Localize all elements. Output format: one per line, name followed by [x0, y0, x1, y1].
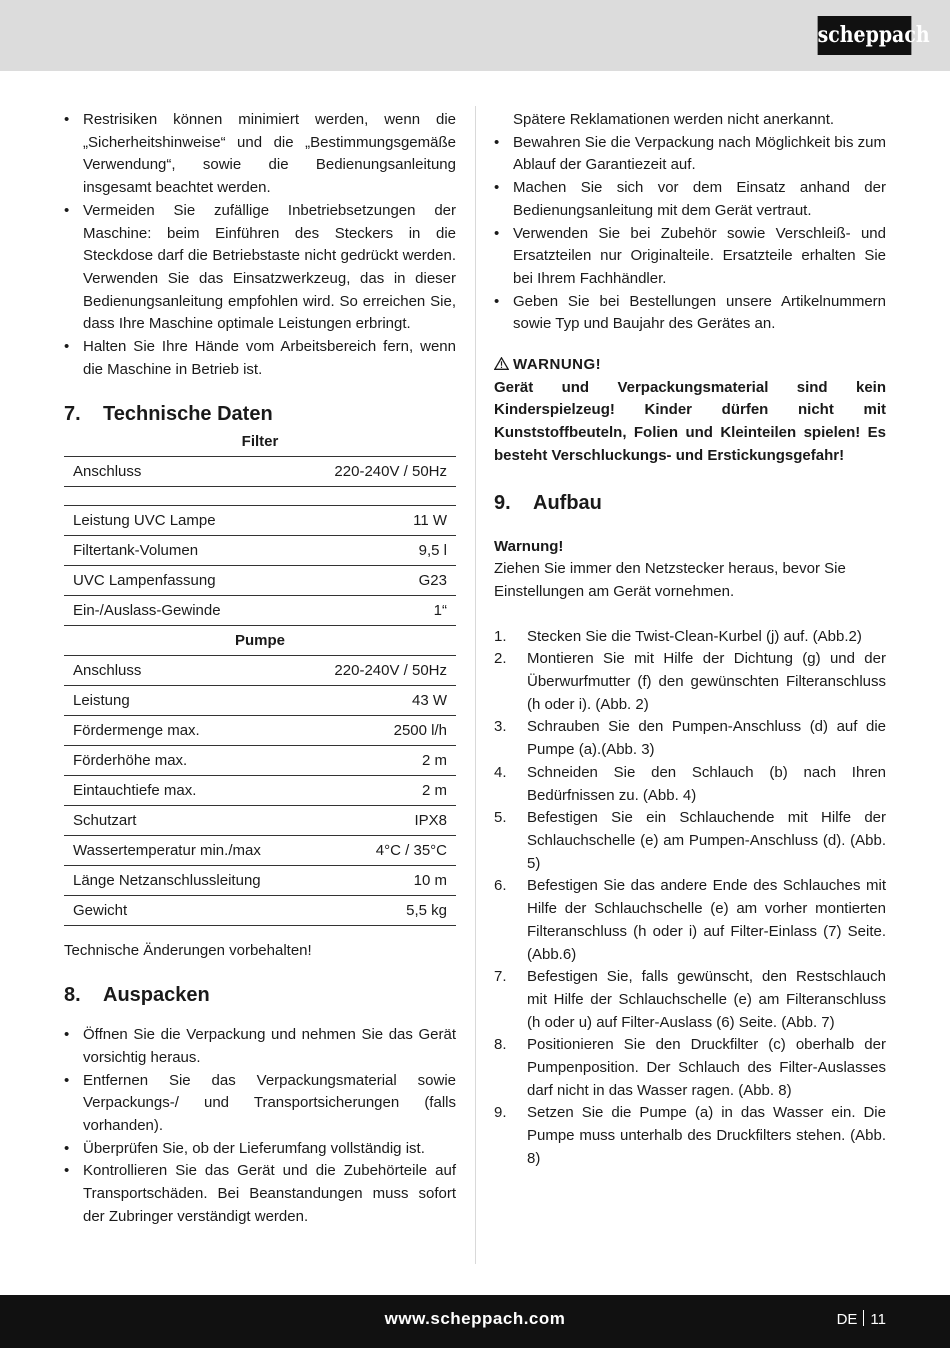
tech-data-table — [64, 427, 456, 926]
warning-label: WARNUNG! — [513, 356, 602, 374]
section-number: 9. — [494, 491, 511, 514]
setup-warning-text: Ziehen Sie immer den Netzstecker heraus, bevor Sie Einstellungen am Gerät vornehmen. — [494, 560, 846, 600]
website-link[interactable]: www.scheppach.com — [384, 1309, 566, 1328]
section-number: 8. — [64, 984, 81, 1007]
table-row — [64, 836, 456, 866]
step-text: Positionieren Sie den Druckfilter (c) oberhalb der Pumpenposition. Der Schlauch des Filter-Auslasses darf nicht in das Wasser ragen. (Abb. 8) — [527, 1036, 886, 1099]
intro-bullet-list — [64, 109, 456, 381]
list-item: • Bewahren Sie die Verpackung nach Möglichkeit bis zum Ablauf der Garantiezeit auf. — [494, 132, 886, 177]
table-row — [64, 536, 456, 566]
brand-logo: scheppach — [818, 16, 912, 55]
spec-label: Leistung UVC Lampe — [64, 506, 304, 536]
warning-heading — [494, 354, 886, 377]
warning-text: Gerät und Verpackungsmaterial sind kein Kinderspielzeug! Kinder dürfen nicht mit Kunststoffbeuteln, Folien und Kleinteilen spielen! Es besteht Verschluckungs- und Erstickungsgefahr! — [494, 378, 886, 464]
page-separator — [863, 1310, 864, 1326]
pump-heading: Pumpe — [64, 626, 456, 656]
page-number: 11 — [870, 1311, 886, 1328]
step-text: Befestigen Sie ein Schlauchende mit Hilfe der Schlauchschelle (e) am Pumpen-Anschluss (d). (Abb. 5) — [527, 809, 886, 872]
step-text: Befestigen Sie das andere Ende des Schlauches mit Hilfe der Schlauchschelle (e) am vorher montierten Filteranschluss (h oder i) auf Filter-Einlass (7) Seite. (Abb.6) — [527, 877, 886, 963]
section-7-heading — [64, 401, 456, 427]
table-row — [64, 656, 456, 686]
spec-label: Wassertemperatur min./max — [64, 836, 304, 866]
list-item: • Vermeiden Sie zufällige Inbetriebsetzungen der Maschine: beim Einführen des Steckers in die Steckdose darf die Betriebstaste nicht gedrückt werden. Verwenden Sie das Einsatzwerkzeug, das in dieser Bedienungsanleitung empfohlen wird. So erreichen Sie, dass Ihre Maschine optimale Leistungen erbringt. — [64, 200, 456, 336]
list-item — [494, 1034, 886, 1102]
list-item: • Machen Sie sich vor dem Einsatz anhand der Bedienungsanleitung mit dem Gerät vertraut. — [494, 177, 886, 222]
table-row — [64, 686, 456, 716]
table-row — [64, 506, 456, 536]
continuation-text: Spätere Reklamationen werden nicht anerkannt. — [513, 111, 835, 128]
header-band — [0, 0, 950, 71]
section-8-heading — [64, 982, 456, 1008]
spec-value: 1“ — [304, 596, 456, 626]
list-item — [494, 966, 886, 1034]
list-item — [494, 1102, 886, 1170]
spec-value: G23 — [304, 566, 456, 596]
spec-label: Länge Netzanschlussleitung — [64, 866, 304, 896]
step-number: 5. — [494, 809, 507, 827]
warning-triangle-icon — [494, 354, 509, 377]
spec-value: 2500 l/h — [304, 716, 456, 746]
section-9-heading — [494, 490, 886, 516]
list-item: • Halten Sie Ihre Hände vom Arbeitsbereich fern, wenn die Maschine in Betrieb ist. — [64, 336, 456, 381]
step-text: Montieren Sie mit Hilfe der Dichtung (g) und der Überwurfmutter (f) den gewünschten Filteranschluss (h oder i). (Abb. 2) — [527, 650, 886, 713]
list-item: • Verwenden Sie bei Zubehör sowie Verschleiß- und Ersatzteilen nur Originalteile. Ersatzteile erhalten Sie bei Ihrem Fachhändler. — [494, 223, 886, 291]
step-text: Befestigen Sie, falls gewünscht, den Restschlauch mit Hilfe der Schlauchschelle (e) am Filteranschluss (h oder u) auf Filter-Auslass (6) Seite. (Abb. 7) — [527, 968, 886, 1031]
table-group-heading — [64, 626, 456, 656]
table-row — [64, 457, 456, 487]
table-row — [64, 806, 456, 836]
list-item: • Restrisiken können minimiert werden, wenn die „Sicherheitshinweise“ und die „Bestimmungsgemäße Verwendung“, sowie die Bedienungsanleitung insgesamt beachtet werden. — [64, 109, 456, 200]
spec-value: 10 m — [304, 866, 456, 896]
unpack-bullet-list — [64, 1024, 456, 1228]
table-row — [64, 896, 456, 926]
spec-value: 4°C / 35°C — [304, 836, 456, 866]
list-item: • Geben Sie bei Bestellungen unsere Artikelnummern sowie Typ und Baujahr des Gerätes an. — [494, 291, 886, 336]
spec-value: 9,5 l — [304, 536, 456, 566]
spec-value: 5,5 kg — [304, 896, 456, 926]
step-number: 4. — [494, 763, 507, 781]
page-indicator — [837, 1310, 886, 1328]
filter-heading: Filter — [64, 427, 456, 457]
table-spacer — [64, 487, 456, 506]
table-row — [64, 776, 456, 806]
column-divider — [475, 106, 476, 1264]
setup-warning-label: Warnung! — [494, 537, 564, 555]
spec-label: Filtertank-Volumen — [64, 536, 304, 566]
spec-label: Förderhöhe max. — [64, 746, 304, 776]
table-row — [64, 746, 456, 776]
table-row — [64, 566, 456, 596]
spec-value: 220-240V / 50Hz — [304, 656, 456, 686]
section-number: 7. — [64, 403, 81, 426]
list-item — [494, 807, 886, 875]
right-column — [494, 109, 886, 1171]
table-group-heading — [64, 427, 456, 457]
spec-label: Ein-/Auslass-Gewinde — [64, 596, 304, 626]
list-item — [494, 875, 886, 966]
list-item: • Überprüfen Sie, ob der Lieferumfang vollständig ist. — [64, 1138, 456, 1161]
step-text: Schneiden Sie den Schlauch (b) nach Ihren Bedürfnissen zu. (Abb. 4) — [527, 763, 886, 804]
language-code: DE — [836, 1311, 858, 1328]
list-item: • Entfernen Sie das Verpackungsmaterial sowie Verpackungs-/ und Transportsicherungen (falls vorhanden). — [64, 1070, 456, 1138]
spec-value: 220-240V / 50Hz — [304, 457, 456, 487]
spec-label: Anschluss — [64, 656, 304, 686]
step-number: 3. — [494, 718, 507, 736]
table-row — [64, 866, 456, 896]
spec-label: Leistung — [64, 686, 304, 716]
step-number: 6. — [494, 877, 507, 895]
footer-bar — [0, 1295, 950, 1348]
step-number: 2. — [494, 650, 507, 668]
step-number: 7. — [494, 968, 507, 986]
table-row — [64, 716, 456, 746]
spec-value: 11 W — [304, 506, 456, 536]
list-item — [494, 648, 886, 716]
list-item — [494, 716, 886, 761]
spec-value: 43 W — [304, 686, 456, 716]
left-column — [64, 109, 456, 1228]
spec-value: 2 m — [304, 746, 456, 776]
section-title: Aufbau — [533, 491, 602, 514]
list-item: • Kontrollieren Sie das Gerät und die Zubehörteile auf Transportschäden. Bei Beanstandungen muss sofort der Zubringer verständigt werden. — [64, 1160, 456, 1228]
spec-label: Fördermenge max. — [64, 716, 304, 746]
spec-label: Schutzart — [64, 806, 304, 836]
list-item: • Öffnen Sie die Verpackung und nehmen Sie das Gerät vorsichtig heraus. — [64, 1024, 456, 1069]
spec-value: 2 m — [304, 776, 456, 806]
spec-label: Gewicht — [64, 896, 304, 926]
step-text: Setzen Sie die Pumpe (a) in das Wasser ein. Die Pumpe muss unterhalb des Druckfilters stehen. (Abb. 8) — [527, 1104, 886, 1167]
section-title: Auspacken — [103, 984, 210, 1007]
step-text: Schrauben Sie den Pumpen-Anschluss (d) auf die Pumpe (a).(Abb. 3) — [527, 718, 886, 759]
tech-note: Technische Änderungen vorbehalten! — [64, 942, 312, 960]
list-item — [494, 762, 886, 807]
spec-label: Anschluss — [64, 457, 304, 487]
step-number: 1. — [494, 627, 507, 645]
table-row — [64, 596, 456, 626]
step-text: Stecken Sie die Twist-Clean-Kurbel (j) auf. (Abb.2) — [527, 627, 862, 645]
step-number: 8. — [494, 1036, 507, 1054]
step-number: 9. — [494, 1104, 507, 1122]
spec-label: UVC Lampenfassung — [64, 566, 304, 596]
spec-value: IPX8 — [304, 806, 456, 836]
list-item — [494, 626, 886, 649]
setup-steps — [494, 626, 886, 1171]
section-title: Technische Daten — [103, 403, 273, 426]
right-bullet-list — [494, 132, 886, 336]
spec-label: Eintauchtiefe max. — [64, 776, 304, 806]
